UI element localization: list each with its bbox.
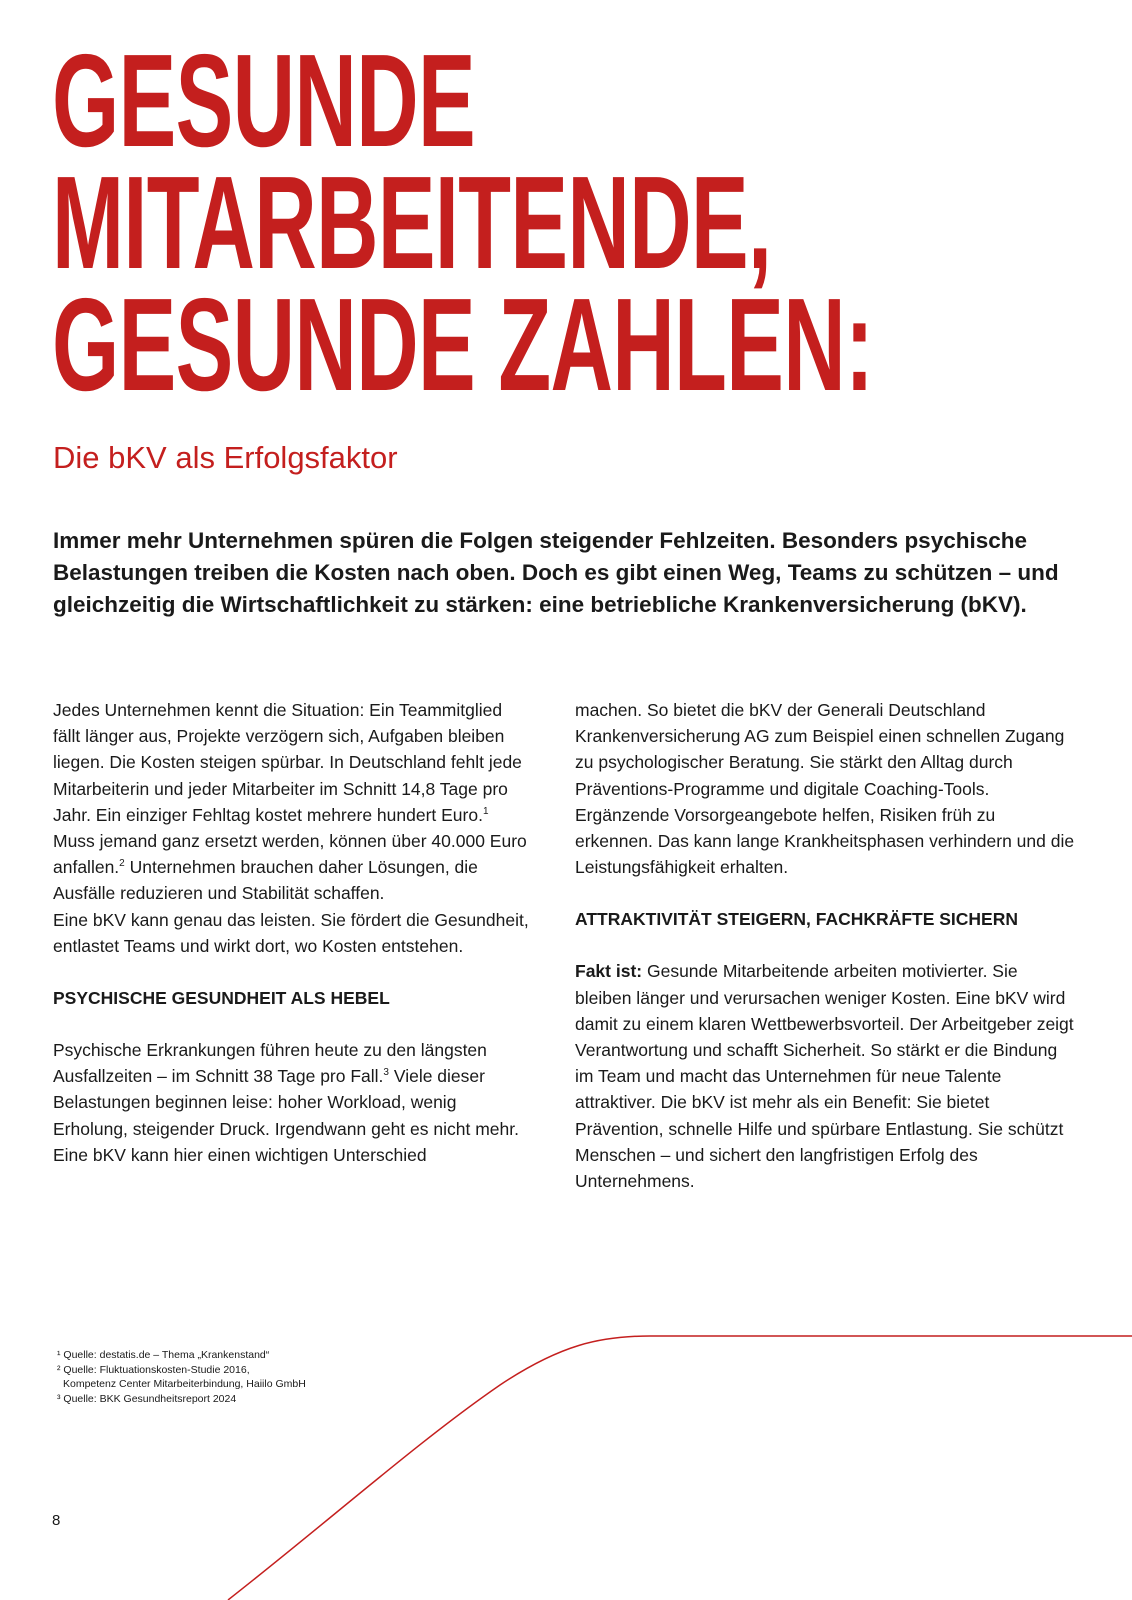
footnote-ref: 1 [482,805,489,817]
text: Gesunde Mitarbeitende arbeiten motivierter. Sie bleiben länger und verursachen weniger Kosten. Eine bKV wird damit zu einem klaren Wettbewerbsvorteil. Der Arbeitgeber zeigt Verantwortung und schafft Sicherheit. So stärkt er die Bindung im Team und macht das Unternehmen für neue Talente attraktiver. Die bKV ist mehr als ein Benefit: Sie bietet Prävention, schnelle Hilfe und spürbare Entlastung. Sie schützt Menschen – und sichert den langfristigen Erfolg des Unternehmens. [575,961,1074,1192]
text: Psychische Erkrankungen führen heute zu den längsten Ausfallzeiten – im Schnitt 38 Tage pro Fall. [53,1040,487,1087]
footnote-ref: 3 [383,1067,389,1079]
lead-paragraph: Immer mehr Unternehmen spüren die Folgen steigender Fehlzeiten. Besonders psychische Belastungen treiben die Kosten nach oben. Doch es gibt einen Weg, Teams zu schützen – und gleichzeitig die Wirtschaftlichkeit zu stärken: eine betriebliche Krankenversicherung (bKV). [53,528,1059,617]
headline-line: GESUNDE [52,27,475,174]
headline-line: GESUNDE ZAHLEN: [52,271,874,418]
headline-line: MITARBEITENDE, [52,149,772,296]
text: Jedes Unternehmen kennt die Situation: Ein Teammitglied fällt länger aus, Projekte verzögern sich, Aufgaben bleiben liegen. Die Kosten steigen spürbar. In Deutschland fehlt jede Mitarbeiterin und jeder Mitarbeiter im Schnitt 14,8 Tage pro Jahr. Ein einziger Fehltag kostet mehrere hundert Euro. [53,700,522,825]
body-paragraph: machen. So bietet die bKV der Generali Deutschland Krankenversicherung AG zum Beispiel einen schnellen Zugang zu psychologischer Beratung. Sie stärkt den Alltag durch Präventions-Programme und digitale Coaching-Tools. Ergänzende Vorsorgeangebote helfen, Risiken früh zu erkennen. Das kann lange Krankheitsphasen verhindern und die Leistungsfähigkeit erhalten. [575,700,1075,878]
body-paragraph [53,697,533,907]
body-paragraph [575,958,1075,1194]
text: Unternehmen brauchen daher Lösungen, die Ausfälle reduzieren und Stabilität schaffen. [53,857,478,904]
footnote: ³ Quelle: BKK Gesundheitsreport 2024 [57,1392,237,1405]
footnote-ref: 2 [119,858,125,870]
page-subtitle: Die bKV als Erfolgsfaktor [53,440,398,475]
body-paragraph [53,1037,533,1142]
footnote: ² Quelle: Fluktuationskosten-Studie 2016, [57,1363,250,1376]
text: Muss jemand ganz ersetzt werden, können über 40.000 Euro anfallen. [53,831,527,878]
footnotes [57,1348,306,1406]
footnote: Kompetenz Center Mitarbeiterbindung, Haiilo GmbH [63,1378,306,1390]
section-heading: ATTRAKTIVITÄT STEIGERN, FACHKRÄFTE SICHERN [575,909,1019,930]
body-paragraph: Eine bKV kann hier einen wichtigen Unterschied [53,1144,427,1165]
body-paragraph: Eine bKV kann genau das leisten. Sie fördert die Gesundheit, entlastet Teams und wirkt dort, wo Kosten entstehen. [53,909,529,956]
section-heading: PSYCHISCHE GESUNDHEIT ALS HEBEL [53,988,390,1009]
footnote: ¹ Quelle: destatis.de – Thema „Krankenstand“ [57,1349,270,1361]
text-column-left [53,697,533,1168]
page-number: 8 [52,1512,61,1529]
bold-lead-in: Fakt ist: [575,961,643,982]
page-headline [52,27,1132,418]
text-column-right [575,697,1075,1194]
text: Viele dieser Belastungen beginnen leise: hoher Workload, wenig Erholung, steigender Druck. Irgendwann geht es nicht mehr. [53,1066,519,1139]
